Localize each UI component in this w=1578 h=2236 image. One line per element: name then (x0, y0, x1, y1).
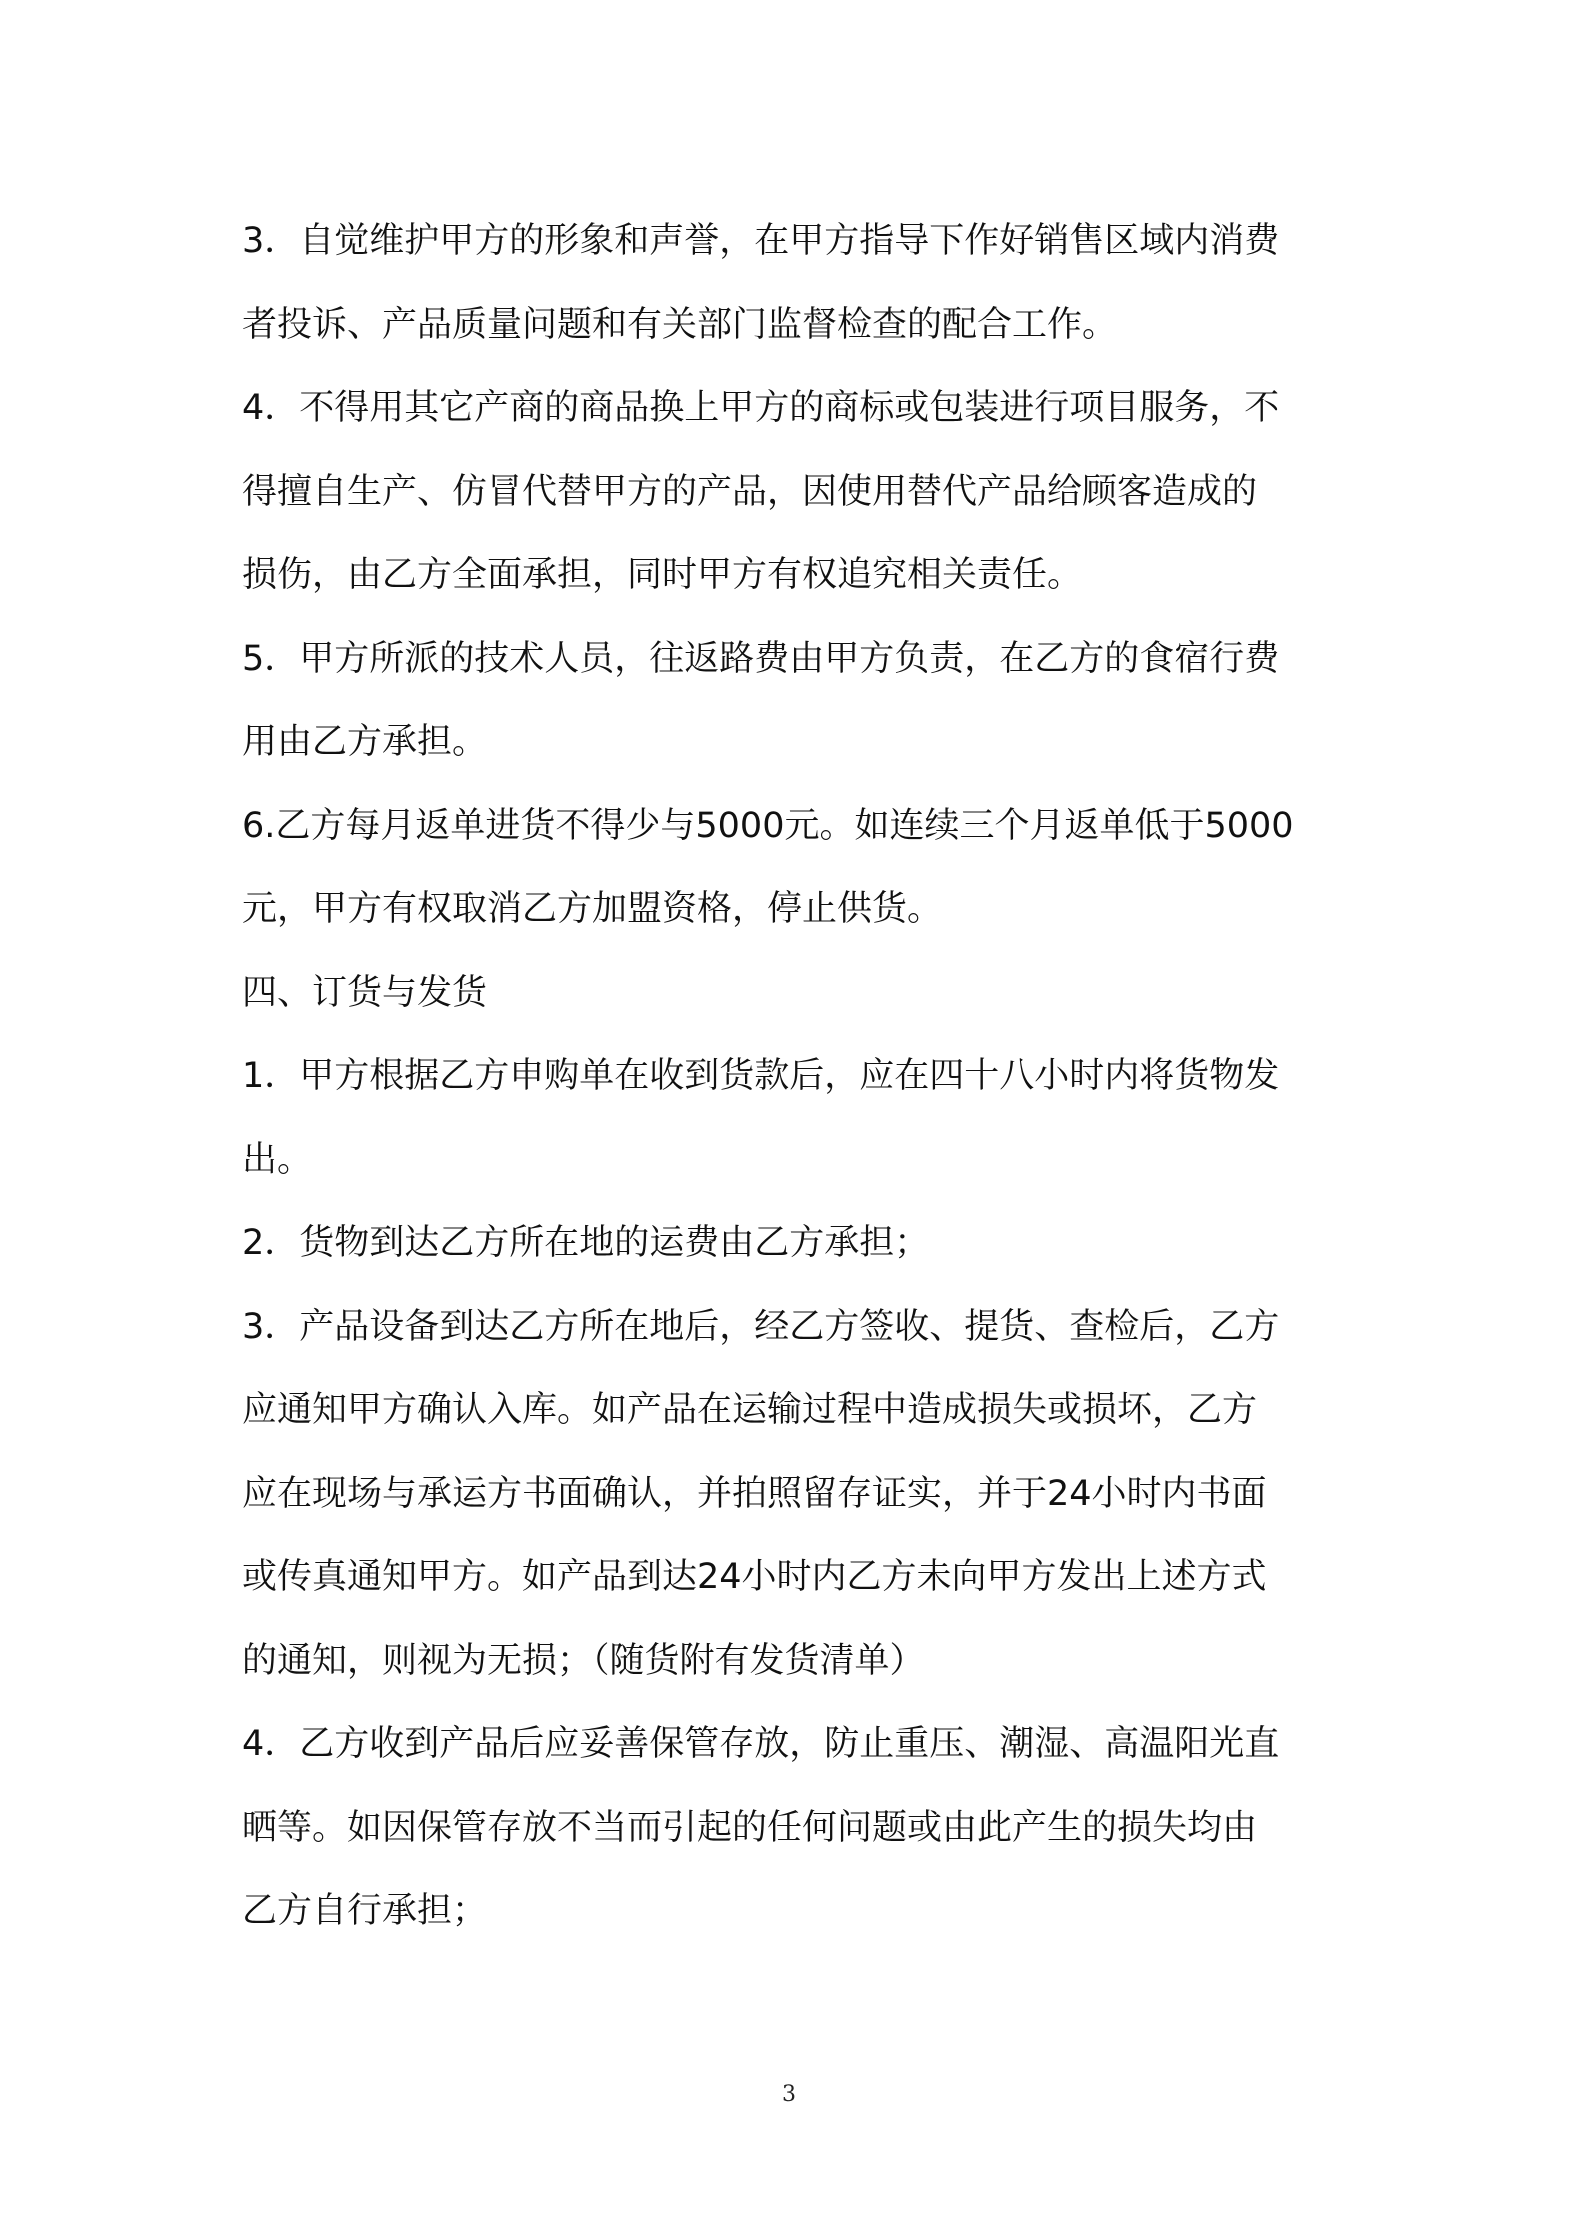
text-line: 乙方自行承担； (242, 1891, 488, 1931)
document-body (242, 200, 1352, 1954)
text-line: 用由乙方承担。 (242, 722, 488, 762)
text-line: 的通知，则视为无损；（随货附有发货清单） (242, 1640, 925, 1681)
text-line: 应在现场与承运方书面确认，并拍照留存证实，并于24小时内书面 (242, 1473, 1267, 1514)
text-line: 出。 (242, 1139, 313, 1180)
text-line: 6.乙方每月返单进货不得少与5000元。如连续三个月返单低于5000 (242, 805, 1294, 846)
text-line: 元，甲方有权取消乙方加盟资格，停止供货。 (242, 889, 943, 929)
page-number: 3 (782, 2082, 796, 2107)
text-line: 4．不得用其它产商的商品换上甲方的商标或包装进行项目服务，不 (242, 388, 1280, 428)
text-line: 得擅自生产、仿冒代替甲方的产品，因使用替代产品给顾客造成的 (242, 471, 1258, 512)
text-line: 晒等。如因保管存放不当而引起的任何问题或由此产生的损失均由 (242, 1807, 1258, 1848)
text-line: 应通知甲方确认入库。如产品在运输过程中造成损失或损坏，乙方 (242, 1390, 1258, 1430)
text-line: 1．甲方根据乙方申购单在收到货款后，应在四十八小时内将货物发 (242, 1056, 1280, 1096)
text-line: 或传真通知甲方。如产品到达24小时内乙方未向甲方发出上述方式 (242, 1557, 1267, 1597)
text-line: 3．自觉维护甲方的形象和声誉，在甲方指导下作好销售区域内消费 (242, 221, 1280, 261)
section-heading: 四、订货与发货 (242, 972, 488, 1013)
text-line: 损伤，由乙方全面承担，同时甲方有权追究相关责任。 (242, 555, 1083, 595)
text-line: 4．乙方收到产品后应妥善保管存放，防止重压、潮湿、高温阳光直 (242, 1724, 1280, 1764)
text-line: 2．货物到达乙方所在地的运费由乙方承担； (242, 1223, 930, 1263)
text-line: 3．产品设备到达乙方所在地后，经乙方签收、提货、查检后，乙方 (242, 1306, 1280, 1347)
text-line: 5．甲方所派的技术人员，往返路费由甲方负责，在乙方的食宿行费 (242, 638, 1280, 679)
text-line: 者投诉、产品质量问题和有关部门监督检查的配合工作。 (242, 304, 1118, 345)
